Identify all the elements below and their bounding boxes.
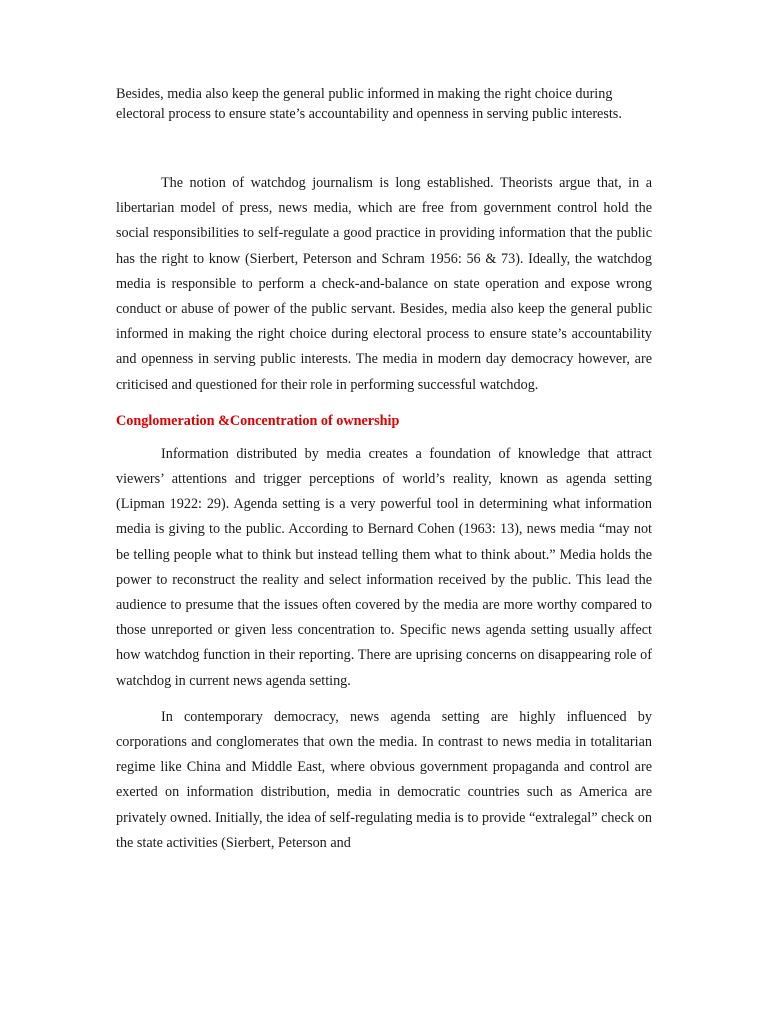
body-paragraph-agenda-setting: Information distributed by media creates a foundation of knowledge that attract viewers’ attentions and trigger perceptions of world’s reality, known as agenda setting (Lipman 1922: 29). Agenda setting is a very powerful tool in determining what information media is giving to the public. According to Bernard Cohen (1963: 13), news media “may not be telling people what to think but instead telling them what to think about.” Media holds the power to reconstruct the reality and select information received by the public. This lead the audience to presume that the issues often covered by the media are more worthy compared to those unreported or given less concentration to. Specific news agenda setting usually affect how watchdog function in their reporting. There are uprising concerns on disappearing role of watchdog in current news agenda setting. [116,445,652,689]
body-paragraph-watchdog: The notion of watchdog journalism is long established. Theorists argue that, in a libertarian model of press, news media, which are free from government control hold the social responsibilities to self-regulate a good practice in providing information that the public has the right to know (Sierbert, Peterson and Schram 1956: 56 & 73). Ideally, the watchdog media is responsible to perform a check-and-balance on state operation and expose wrong conduct or abuse of power of the public servant. Besides, media also keep the general public informed in making the right choice during electoral process to ensure state’s accountability and openness in serving public interests. The media in modern day democracy however, are criticised and questioned for their role in performing successful watchdog. [116,175,652,393]
document-page [116,84,652,856]
intro-paragraph: Besides, media also keep the general public informed in making the right choice during electoral process to ensure state’s accountability and openness in serving public interests. [116,86,622,122]
body-paragraph-contemporary-democracy: In contemporary democracy, news agenda setting are highly influenced by corporations and conglomerates that own the media. In contrast to news media in totalitarian regime like China and Middle East, where obvious government propaganda and control are exerted on information distribution, media in democratic countries such as America are privately owned. Initially, the idea of self-regulating media is to provide “extralegal” check on the state activities (Sierbert, Peterson and [116,708,652,851]
section-heading: Conglomeration &Concentration of ownership [116,412,400,429]
